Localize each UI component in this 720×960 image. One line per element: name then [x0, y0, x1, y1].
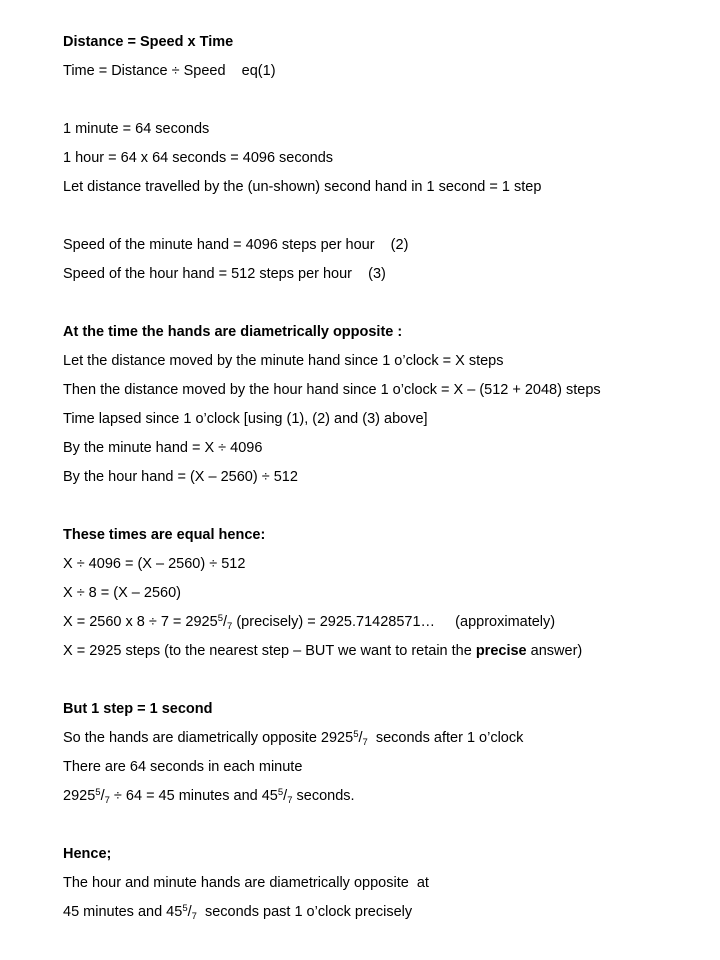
text-run: 2925 — [63, 788, 96, 804]
spacer — [63, 666, 700, 695]
text-line: X ÷ 4096 = (X – 2560) ÷ 512 — [63, 556, 246, 572]
text-line: Speed of the minute hand = 4096 steps per hour (2) — [63, 237, 409, 253]
text-line: There are 64 seconds in each minute — [63, 759, 303, 775]
text-line: X ÷ 8 = (X – 2560) — [63, 585, 181, 601]
text-line: Time = Distance ÷ Speed eq(1) — [63, 63, 276, 79]
text-run: (precisely) = 2925.71428571… (approximately) — [232, 614, 556, 630]
text-line: By the hour hand = (X – 2560) ÷ 512 — [63, 469, 298, 485]
fraction-denominator: 7 — [191, 911, 197, 922]
spacer — [63, 811, 700, 840]
spacer — [63, 86, 700, 115]
text-line — [63, 637, 700, 666]
text-line: Let the distance moved by the minute hand since 1 o’clock = X steps — [63, 353, 504, 369]
fraction-numerator: 5 — [182, 903, 188, 914]
solution-text — [63, 28, 700, 927]
formula-heading: Distance = Speed x Time — [63, 34, 234, 50]
section-heading: But 1 step = 1 second — [63, 701, 213, 717]
fraction-numerator: 5 — [353, 729, 359, 740]
text-line: Time lapsed since 1 o’clock [using (1), (2) and (3) above] — [63, 411, 428, 427]
text-run: X = 2925 steps (to the nearest step – BUT we want to retain the — [63, 643, 476, 659]
text-line: Then the distance moved by the hour hand since 1 o’clock = X – (512 + 2048) steps — [63, 382, 601, 398]
fraction-denominator: 7 — [227, 621, 233, 632]
fraction-numerator: 5 — [217, 613, 223, 624]
emphasis-text: precise — [475, 643, 527, 659]
text-line — [63, 608, 700, 637]
fraction-denominator: 7 — [362, 737, 368, 748]
spacer — [63, 202, 700, 231]
text-run: So the hands are diametrically opposite 2925 — [63, 730, 354, 746]
section-heading: At the time the hands are diametrically opposite : — [63, 324, 403, 340]
text-line: Speed of the hour hand = 512 steps per hour (3) — [63, 266, 386, 282]
text-run: seconds after 1 o’clock — [367, 730, 524, 746]
fraction-numerator: 5 — [95, 787, 101, 798]
text-line: 1 minute = 64 seconds — [63, 121, 210, 137]
text-run: answer) — [526, 643, 583, 659]
text-run: X = 2560 x 8 ÷ 7 = 2925 — [63, 614, 218, 630]
text-line — [63, 782, 700, 811]
text-run: 45 minutes and 45 — [63, 904, 183, 920]
text-run: ÷ 64 = 45 minutes and 45 — [109, 788, 278, 804]
fraction-slash: / — [187, 904, 192, 920]
spacer — [63, 289, 700, 318]
text-run: seconds past 1 o’clock precisely — [196, 904, 413, 920]
fraction-denominator: 7 — [287, 795, 293, 806]
section-heading: Hence; — [63, 846, 112, 862]
fraction-slash: / — [222, 614, 228, 630]
text-run: seconds. — [292, 788, 355, 804]
text-line: By the minute hand = X ÷ 4096 — [63, 440, 263, 456]
fraction-numerator: 5 — [277, 787, 284, 798]
section-heading: These times are equal hence: — [63, 527, 266, 543]
text-line — [63, 898, 700, 927]
text-line: The hour and minute hands are diametrically opposite at — [63, 875, 429, 891]
text-line: 1 hour = 64 x 64 seconds = 4096 seconds — [63, 150, 334, 166]
fraction-slash: / — [283, 788, 288, 804]
spacer — [63, 492, 700, 521]
text-line — [63, 724, 700, 753]
text-line: Let distance travelled by the (un-shown) second hand in 1 second = 1 step — [63, 179, 542, 195]
fraction-slash: / — [100, 788, 105, 804]
fraction-slash: / — [358, 730, 363, 746]
fraction-denominator: 7 — [104, 795, 110, 806]
